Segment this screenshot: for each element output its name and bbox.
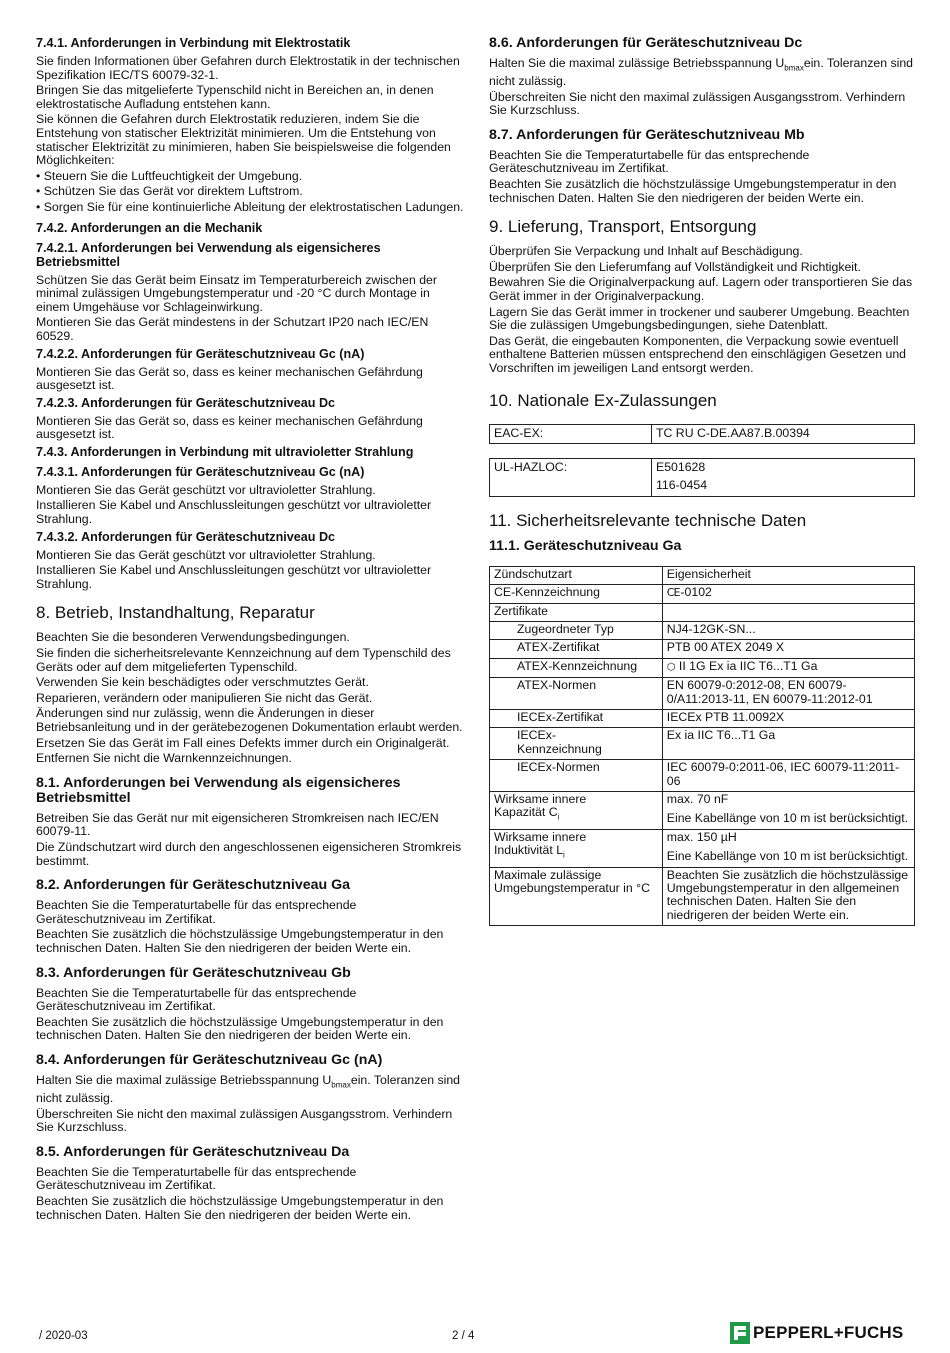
- paragraph: [36, 1074, 464, 1106]
- table-row: [490, 585, 915, 603]
- table-row: [490, 829, 915, 867]
- technical-data-table: [489, 566, 915, 927]
- table-row: [490, 678, 915, 710]
- value-line: Eine Kabellänge von 10 m ist berücksichtigt.: [666, 849, 909, 864]
- table-cell-label: UL-HAZLOC:: [490, 458, 652, 496]
- paragraph: Beachten Sie zusätzlich die höchstzulässige Umgebungstemperatur in den technischen Daten. Halten Sie den niedrigeren der beiden Werte ein.: [36, 927, 444, 955]
- table-cell-label: IECEx-Kennzeichnung: [490, 728, 663, 760]
- section-heading: 8.3. Anforderungen für Geräteschutzniveau Gb: [36, 964, 351, 981]
- table-cell-value: [662, 603, 914, 621]
- section-heading: 8.4. Anforderungen für Geräteschutzniveau Gc (nA): [36, 1051, 383, 1068]
- paragraph: Betreiben Sie das Gerät nur mit eigensicheren Stromkreisen nach IEC/EN 60079-11.: [36, 810, 439, 839]
- paragraph: Beachten Sie zusätzlich die höchstzulässige Umgebungstemperatur in den technischen Daten. Halten Sie den niedrigeren der beiden Werte ein.: [489, 177, 897, 205]
- paragraph: Beachten Sie die Temperaturtabelle für das entsprechende Geräteschutzniveau im Zertifikat.: [489, 147, 810, 176]
- table-cell-value: IEC 60079-0:2011-06, IEC 60079-11:2011-06: [662, 760, 914, 792]
- table-row: [490, 760, 915, 792]
- paragraph: Montieren Sie das Gerät so, dass es keiner mechanischen Gefährdung ausgesetzt ist.: [36, 413, 423, 442]
- paragraph: Lagern Sie das Gerät immer in trockener und sauberer Umgebung. Beachten Sie die zulässigen Umgebungsbedingungen, siehe Datenblatt.: [489, 304, 910, 333]
- section-heading: 7.4.2.1. Anforderungen bei Verwendung als eigensicheres Betriebsmittel: [36, 240, 381, 269]
- table-cell-label: IECEx-Zertifikat: [490, 710, 663, 728]
- paragraph: Beachten Sie zusätzlich die höchstzulässige Umgebungstemperatur in den technischen Daten. Halten Sie den niedrigeren der beiden Werte ein.: [36, 1014, 444, 1043]
- value-line: max. 70 nF: [666, 792, 729, 807]
- paragraph: Installieren Sie Kabel und Anschlussleitungen geschützt vor ultravioletter Strahlung.: [36, 498, 432, 527]
- paragraph: Montieren Sie das Gerät geschützt vor ultravioletter Strahlung.: [36, 547, 376, 562]
- text-run: Halten Sie die maximal zulässige Betriebsspannung U: [489, 56, 785, 70]
- ul-value: E501628: [656, 459, 706, 474]
- paragraph: Sie finden Informationen über Gefahren durch Elektrostatik in der technischen Spezifikation IEC/TS 60079-32-1.: [36, 54, 460, 82]
- left-column: [36, 36, 464, 1224]
- table-cell-value: Ex ia IIC T6...T1 Ga: [662, 728, 914, 760]
- table-row: [490, 867, 915, 926]
- paragraph: Die Zündschutzart wird durch den angeschlossenen eigensicheren Stromkreis bestimmt.: [36, 839, 462, 868]
- paragraph: Entfernen Sie nicht die Warnkennzeichnungen.: [36, 751, 292, 766]
- table-cell-value: [662, 829, 914, 867]
- table-cell-label: Zündschutzart: [490, 566, 663, 584]
- table-cell-value: [662, 792, 914, 830]
- pf-logo-icon: [730, 1322, 750, 1344]
- ul-table: [489, 458, 915, 497]
- bullet-item: • Schützen Sie das Gerät vor direktem Luftstrom.: [36, 184, 303, 199]
- paragraph: Das Gerät, die eingebauten Komponenten, die Verpackung sowie eventuell enthaltene Batterien müssen entsprechend den einschlägigen Gesetzen und Vorschriften im jeweiligen Land entsorgt werden.: [489, 333, 907, 375]
- table-cell-label: ATEX-Kennzeichnung: [490, 658, 663, 677]
- paragraph: Sie können die Gefahren durch Elektrostatik reduzieren, indem Sie die Entstehung von statischer Elektrizität minimieren. Um die Entstehung von statischer Elektrizität zu minimieren, haben Sie beispielsweise die folgenden Möglichkeiten:: [36, 112, 451, 168]
- paragraph: Überschreiten Sie nicht den maximal zulässigen Ausgangsstrom. Verhindern Sie Kurzschluss.: [489, 89, 906, 118]
- paragraph: Reparieren, verändern oder manipulieren Sie nicht das Gerät.: [36, 690, 373, 705]
- section-heading: 8.6. Anforderungen für Geräteschutzniveau Dc: [489, 35, 803, 51]
- paragraph: Bewahren Sie die Originalverpackung auf. Lagern oder transportieren Sie das Gerät immer in der Originalverpackung.: [489, 275, 913, 303]
- table-cell-label: IECEx-Normen: [490, 760, 663, 792]
- right-column: [489, 36, 915, 926]
- table-cell-label: CE-Kennzeichnung: [490, 585, 663, 603]
- chapter-heading: 11. Sicherheitsrelevante technische Daten: [489, 510, 807, 530]
- section-heading: 8.5. Anforderungen für Geräteschutzniveau Da: [36, 1143, 350, 1160]
- table-cell-value: [662, 585, 914, 603]
- table-row: [490, 728, 915, 760]
- text-run: ein. Toleranzen sind nicht zulässig.: [489, 56, 914, 89]
- table-cell-label: ATEX-Zertifikat: [490, 640, 663, 658]
- paragraph: Überprüfen Sie Verpackung und Inhalt auf Beschädigung.: [489, 244, 803, 259]
- paragraph: Überprüfen Sie den Lieferumfang auf Vollständigkeit und Richtigkeit.: [489, 259, 861, 274]
- table-cell-label: ATEX-Normen: [490, 678, 663, 710]
- table-cell-label: Maximale zulässige Umgebungstemperatur in °C: [490, 867, 663, 926]
- paragraph: Montieren Sie das Gerät geschützt vor ultravioletter Strahlung.: [36, 482, 376, 497]
- table-cell-value: Eigensicherheit: [662, 566, 914, 584]
- ul-value: 116-0454: [656, 478, 708, 493]
- chapter-heading: 9. Lieferung, Transport, Entsorgung: [489, 217, 757, 237]
- subscript: bmax: [784, 63, 804, 73]
- table-row: [490, 710, 915, 728]
- paragraph: Schützen Sie das Gerät beim Einsatz im Temperaturbereich zwischen der minimal zulässigen Umgebungstemperatur und -20 °C durch Montage in einem Umgehäuse vor Schlageinwirkung.: [36, 272, 437, 314]
- table-row: [490, 621, 915, 639]
- company-logo: [730, 1322, 903, 1344]
- table-row: [490, 792, 915, 830]
- label-line: [494, 844, 658, 862]
- section-heading: 7.4.1. Anforderungen in Verbindung mit Elektrostatik: [36, 36, 351, 50]
- table-cell-value: IECEx PTB 11.0092X: [662, 710, 914, 728]
- table-row: [490, 566, 915, 584]
- table-cell-value: EN 60079-0:2012-08, EN 60079-0/A11:2013-11, EN 60079-11:2012-01: [662, 678, 914, 710]
- table-cell-value: NJ4-12GK-SN...: [662, 621, 914, 639]
- table-row: [490, 640, 915, 658]
- section-heading: 7.4.3.2. Anforderungen für Geräteschutzniveau Dc: [36, 529, 336, 544]
- chapter-heading: 10. Nationale Ex-Zulassungen: [489, 390, 717, 410]
- section-heading: 11.1. Geräteschutzniveau Ga: [489, 537, 682, 554]
- page-number: 2 / 4: [452, 1330, 475, 1342]
- paragraph: Überschreiten Sie nicht den maximal zulässigen Ausgangsstrom. Verhindern Sie Kurzschluss.: [36, 1106, 453, 1135]
- bullet-item: • Sorgen Sie für eine kontinuierliche Ableitung der elektrostatischen Ladungen.: [36, 199, 464, 214]
- subscript: i: [563, 850, 565, 860]
- text-run: ein. Toleranzen sind nicht zulässig.: [36, 1072, 461, 1105]
- section-heading: 7.4.3.1. Anforderungen für Geräteschutzniveau Gc (nA): [36, 464, 365, 479]
- paragraph: Beachten Sie die besonderen Verwendungsbedingungen.: [36, 630, 350, 645]
- chapter-heading: 8. Betrieb, Instandhaltung, Reparatur: [36, 603, 315, 623]
- text-run: -0102: [680, 585, 712, 600]
- ex-hexagon-icon: ⬡: [666, 661, 676, 673]
- paragraph: Beachten Sie die Temperaturtabelle für das entsprechende Geräteschutzniveau im Zertifikat.: [36, 898, 357, 926]
- paragraph: Installieren Sie Kabel und Anschlussleitungen geschützt vor ultravioletter Strahlung.: [36, 563, 432, 591]
- ce-mark-icon: CE: [666, 586, 680, 600]
- section-heading: 7.4.2. Anforderungen an die Mechanik: [36, 220, 263, 235]
- bullet-item: • Steuern Sie die Luftfeuchtigkeit der Umgebung.: [36, 168, 303, 183]
- paragraph: Änderungen sind nur zulässig, wenn die Änderungen in dieser Betriebsanleitung und in der gerätebezogenen Dokumentation erlaubt werden.: [36, 706, 463, 734]
- table-row: [490, 424, 915, 443]
- section-heading: 8.2. Anforderungen für Geräteschutzniveau Ga: [36, 877, 351, 894]
- table-cell-label: Zugeordneter Typ: [490, 621, 663, 639]
- text-run: Halten Sie die maximal zulässige Betriebsspannung U: [36, 1072, 332, 1087]
- value-line: Eine Kabellänge von 10 m ist berücksichtigt.: [666, 811, 909, 826]
- table-row: [490, 658, 915, 677]
- paragraph: Bringen Sie das mitgelieferte Typenschild nicht in Bereichen an, in denen elektrostatische Aufladung entstehen kann.: [36, 83, 434, 111]
- table-row: [490, 458, 915, 496]
- paragraph: Sie finden die sicherheitsrelevante Kennzeichnung auf dem Typenschild des Geräts oder auf dem mitgelieferten Typenschild.: [36, 646, 451, 674]
- table-cell-label: [490, 792, 663, 830]
- paragraph: Beachten Sie zusätzlich die höchstzulässige Umgebungstemperatur in den technischen Daten. Halten Sie den niedrigeren der beiden Werte ein.: [36, 1193, 444, 1222]
- logo-text: PEPPERL+FUCHS: [753, 1323, 904, 1343]
- text-run: II 1G Ex ia IIC T6...T1 Ga: [675, 658, 818, 673]
- table-cell-value: [662, 658, 914, 677]
- section-heading: 7.4.2.2. Anforderungen für Geräteschutzniveau Gc (nA): [36, 346, 365, 361]
- table-cell-value: [652, 458, 915, 496]
- label-line: Wirksame innere: [494, 792, 587, 807]
- table-cell-label: EAC-EX:: [490, 424, 652, 443]
- label-line: Wirksame innere: [494, 829, 587, 844]
- paragraph: Ersetzen Sie das Gerät im Fall eines Defekts immer durch ein Originalgerät.: [36, 735, 450, 750]
- paragraph: Montieren Sie das Gerät so, dass es keiner mechanischen Gefährdung ausgesetzt ist.: [36, 364, 423, 393]
- label-line: [494, 806, 658, 824]
- subscript: bmax: [331, 1080, 351, 1090]
- text-run: Kapazität C: [494, 805, 558, 820]
- section-heading: 8.7. Anforderungen für Geräteschutzniveau Mb: [489, 126, 805, 143]
- paragraph: Verwenden Sie kein beschädigtes oder verschmutztes Gerät.: [36, 675, 369, 690]
- value-line: max. 150 µH: [666, 829, 737, 844]
- table-cell-value: Beachten Sie zusätzlich die höchstzulässige Umgebungstemperatur in den allgemeinen technischen Daten. Halten Sie den niedrigeren der beiden Werte ein.: [662, 867, 914, 926]
- table-row: [490, 603, 915, 621]
- text-run: Induktivität L: [494, 843, 564, 858]
- table-cell-label: Zertifikate: [490, 603, 663, 621]
- section-heading: 8.1. Anforderungen bei Verwendung als eigensicheres Betriebsmittel: [36, 774, 401, 806]
- eac-table: [489, 424, 915, 444]
- paragraph: [489, 57, 915, 89]
- paragraph: Beachten Sie die Temperaturtabelle für das entsprechende Geräteschutzniveau im Zertifikat.: [36, 1164, 357, 1193]
- table-cell-label: [490, 829, 663, 867]
- paragraph: Montieren Sie das Gerät mindestens in der Schutzart IP20 nach IEC/EN 60529.: [36, 315, 429, 343]
- paragraph: Beachten Sie die Temperaturtabelle für das entsprechende Geräteschutzniveau im Zertifikat.: [36, 985, 357, 1014]
- table-cell-value: PTB 00 ATEX 2049 X: [662, 640, 914, 658]
- table-cell-value: TC RU C-DE.AA87.B.00394: [652, 424, 915, 443]
- footer-date: / 2020-03: [39, 1330, 88, 1342]
- section-heading: 7.4.3. Anforderungen in Verbindung mit ultravioletter Strahlung: [36, 444, 414, 459]
- subscript: i: [557, 812, 560, 822]
- section-heading: 7.4.2.3. Anforderungen für Geräteschutzniveau Dc: [36, 395, 336, 410]
